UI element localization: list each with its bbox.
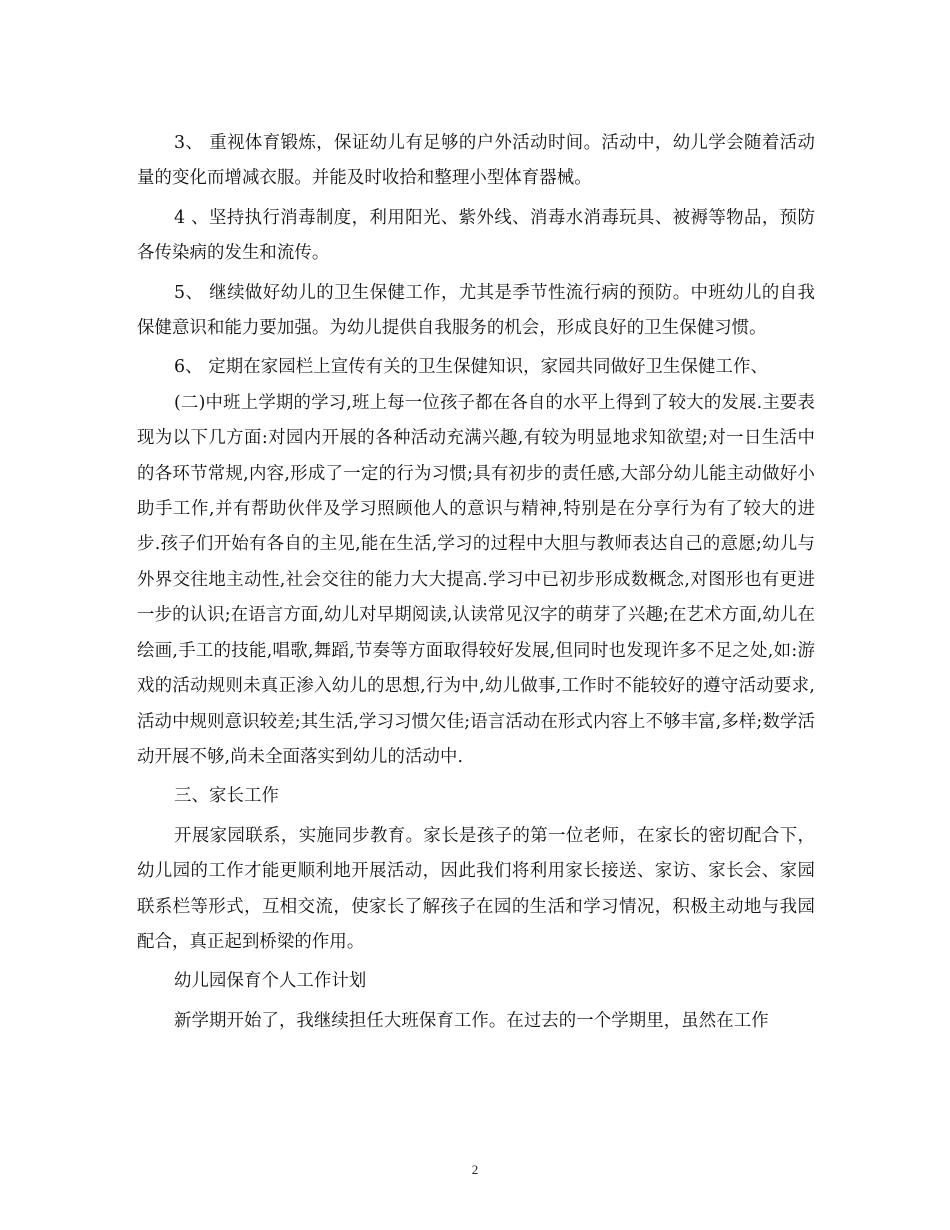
section-heading-parent-work: 三、家长工作 [174, 786, 279, 807]
subheading-care-plan: 幼儿园保育个人工作计划 [174, 971, 367, 992]
paragraph-item-6: 6、 定期在家园栏上宣传有关的卫生保健知识，家园共同做好卫生保健工作、 [174, 357, 768, 378]
paragraph-new-semester: 新学期开始了，我继续担任大班保育工作。在过去的一个学期里，虽然在工作 [174, 1010, 769, 1031]
paragraph-item-4: 4 、坚持执行消毒制度，利用阳光、紫外线、消毒水消毒玩具、被褥等物品，预防各传染病的发生和流传。 [137, 207, 815, 264]
paragraph-item-3: 3、 重视体育锻炼，保证幼儿有足够的户外活动时间。活动中，幼儿学会随着活动量的变化而增减衣服。并能及时收拾和整理小型体育器械。 [137, 133, 815, 189]
paragraph-section-2: (二)中班上学期的学习,班上每一位孩子都在各自的水平上得到了较大的发展.主要表现为以下几方面:对园内开展的各种活动充满兴趣,有较为明显地求知欲望;对一日生活中的各环节常规,内容,形成了一定的行为习惯;具有初步的责任感,大部分幼儿能主动做好小助手工作,并有帮助伙伴及学习照顾他人的意识与精神,特别是在分享行为有了较大的进步.孩子们开始有各自的主见,能在生活,学习的过程中大胆与教师表达自己的意愿;幼儿与外界交往地主动性,社会交往的能力大大提高.学习中已初步形成数概念,对图形也有更进一步的认识;在语言方面,幼儿对早期阅读,认读常见汉字的萌芽了兴趣;在艺术方面,幼儿在绘画,手工的技能,唱歌,舞蹈,节奏等方面取得较好发展,但同时也发现许多不足之处,如:游戏的活动规则未真正渗入幼儿的思想,行为中,幼儿做事,工作时不能较好的遵守活动要求,活动中规则意识较差;其生活,学习习惯欠佳;语言活动在形式内容上不够丰富,多样;数学活动开展不够,尚未全面落实到幼儿的活动中. [137, 392, 815, 767]
page-number: 2 [471, 1162, 479, 1177]
paragraph-item-5: 5、 继续做好幼儿的卫生保健工作，尤其是季节性流行病的预防。中班幼儿的自我保健意识和能力要加强。为幼儿提供自我服务的机会，形成良好的卫生保健习惯。 [137, 282, 815, 339]
paragraph-parent-work: 开展家园联系，实施同步教育。家长是孩子的第一位老师，在家长的密切配合下， 幼儿园的工作才能更顺利地开展活动，因此我们将利用家长接送、家访、家长会、家园联系栏等形式，互相交流，使家长了解孩子在园的生活和学习情况，积极主动地与我园配合，真正起到桥梁的作用。 [137, 825, 815, 952]
document-body [137, 126, 815, 1039]
